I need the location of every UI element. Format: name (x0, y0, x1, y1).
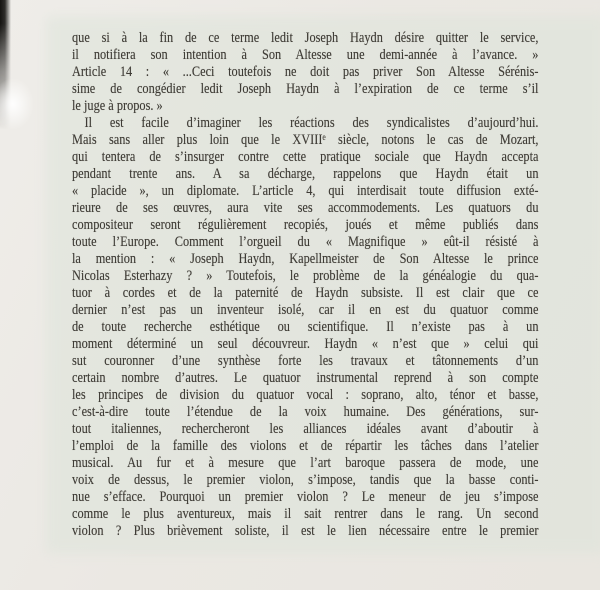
text-line: tout italiennes, rechercheront les alliances idéales avant d’aboutir à (72, 421, 539, 437)
text-line: c’est-à-dire toute l’étendue de la voix humaine. Des générations, sur- (72, 404, 539, 420)
text-line: l’emploi de la famille des violons et de répartir les tâches dans l’atelier (72, 438, 539, 454)
paper-glare (0, 78, 34, 130)
text-line: sime de congédier ledit Joseph Haydn à l’expiration de ce terme s’il (72, 81, 539, 97)
paragraph (72, 30, 538, 115)
text-line: dernier n’est pas un inventeur isolé, car il en est du quatuor comme (72, 302, 539, 318)
text-line: les principes de division du quatuor vocal : soprano, alto, ténor et basse, (72, 387, 539, 403)
text-line: pendant trente ans. A sa décharge, rappelons que Haydn était un (72, 166, 539, 182)
text-line: la mention : « Joseph Haydn, Kapellmeister de Son Altesse le prince (72, 251, 539, 267)
page-text-block (72, 30, 538, 540)
text-line: que si à la fin de ce terme ledit Joseph Haydn désire quitter le service, (72, 30, 539, 46)
text-line: « placide », un diplomate. L’article 4, qui interdisait toute diffusion exté- (72, 183, 539, 199)
text-line: le juge à propos. » (72, 98, 163, 114)
text-line: Il est facile d’imaginer les réactions des syndicalistes d’aujourd’hui. (84, 115, 539, 131)
text-line: certain nombre d’autres. Le quatuor instrumental reprend à son compte (72, 370, 539, 386)
text-line: rieure de ses œuvres, aura vite ses accommodements. Les quatuors du (72, 200, 539, 216)
text-line: compositeur seront régulièrement recopiés, joués et même publiés dans (72, 217, 539, 233)
text-line: comme le plus aventureux, mais il sait rentrer dans le rang. Un second (72, 506, 539, 522)
text-line: de toute recherche esthétique ou scientifique. Il n’existe pas à un (72, 319, 539, 335)
text-line: moment déterminé un seul découvreur. Haydn « n’est que » celui qui (72, 336, 539, 352)
text-line: qui tentera de s’insurger contre cette pratique sociale que Haydn accepta (72, 149, 539, 165)
text-line: nue s’efface. Pourquoi un premier violon ? Le meneur de jeu s’impose (72, 489, 539, 505)
text-line: tuor à cordes et de la paternité de Haydn subsiste. Il est clair que ce (72, 285, 539, 301)
text-line: Nicolas Esterhazy ? » Toutefois, le problème de la généalogie du qua- (72, 268, 539, 284)
text-line: musical. Au fur et à mesure que l’art baroque passera de mode, une (72, 455, 539, 471)
paragraph (72, 115, 538, 540)
text-line: violon ? Plus brièvement soliste, il est le lien nécessaire entre le premier (72, 523, 539, 539)
text-line: il notifiera son intention à Son Altesse une demi-année à l’avance. » (72, 47, 539, 63)
text-line: toute l’Europe. Comment l’orgueil du « Magnifique » eût-il résisté à (72, 234, 539, 250)
text-line: Article 14 : « ...Ceci toutefois ne doit pas priver Son Altesse Sérénis- (72, 64, 539, 80)
text-line: Mais sans aller plus loin que le XVIIIᵉ siècle, notons le cas de Mozart, (72, 132, 539, 148)
text-line: sut couronner d’une synthèse forte les travaux et tâtonnements d’un (72, 353, 539, 369)
text-line: voix de dessus, le premier violon, s’impose, tandis que la basse conti- (72, 472, 539, 488)
